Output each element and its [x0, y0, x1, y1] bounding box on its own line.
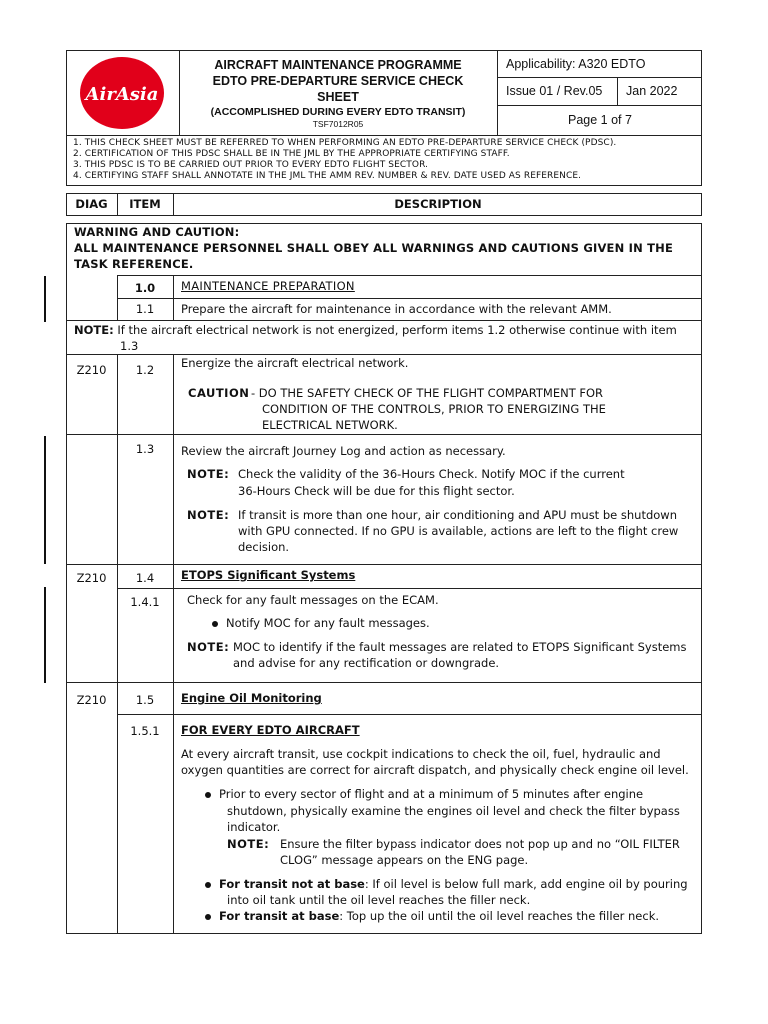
- engine-oil-heading: Engine Oil Monitoring: [181, 691, 322, 705]
- note-line: CLOG” message appears on the ENG page.: [280, 853, 529, 867]
- applicability: Applicability: A320 EDTO: [506, 57, 646, 71]
- revision-bar: [44, 436, 46, 564]
- header-vline-date: [617, 77, 618, 105]
- item-1-5: 1.5: [135, 693, 155, 707]
- note-line: Check the validity of the 36-Hours Check. Notify MOC if the current: [238, 467, 625, 481]
- column-item: ITEM: [129, 197, 161, 211]
- header-hline-2: [497, 105, 702, 106]
- item-1-2: 1.2: [135, 363, 155, 377]
- note-line: 36-Hours Check will be due for this flight sector.: [238, 484, 515, 498]
- maintenance-preparation-heading: MAINTENANCE PREPARATION: [181, 279, 355, 293]
- bullet-text: : If oil level is below full mark, add engine oil by pouring: [364, 877, 688, 891]
- bullet-item: [205, 786, 643, 802]
- caution-label: CAUTION: [188, 386, 250, 400]
- instruction-3: 3. THIS PDSC IS TO BE CARRIED OUT PRIOR TO EVERY EDTO FLIGHT SECTOR.: [73, 160, 429, 170]
- bullet-text: Prior to every sector of flight and at a minimum of 5 minutes after engine: [219, 787, 644, 801]
- row-line: [66, 682, 702, 683]
- warning-block: [74, 224, 698, 272]
- bullet-text: Notify MOC for any fault messages.: [226, 616, 430, 630]
- bullet-icon: [205, 882, 211, 888]
- airasia-logo: [76, 55, 168, 131]
- bullet-icon: [212, 621, 218, 627]
- item-1-5-1: 1.5.1: [130, 724, 160, 738]
- title-line-2: EDTO PRE-DEPARTURE SERVICE CHECK: [212, 74, 464, 88]
- item-1-4-1: 1.4.1: [130, 595, 160, 609]
- form-code: TSF7012R05: [312, 119, 364, 129]
- instruction-2: 2. CERTIFICATION OF THIS PDSC SHALL BE IN THE JML BY THE APPROPRIATE CERTIFYING STAFF.: [73, 149, 510, 159]
- page-number: Page 1 of 7: [568, 113, 632, 127]
- bullet-text-cont: indicator.: [227, 820, 281, 834]
- bullet-item: [205, 876, 688, 892]
- header-title: [182, 57, 494, 129]
- diag-1-5: Z210: [76, 693, 107, 707]
- note-line: Ensure the filter bypass indicator does not pop up and no “OIL FILTER: [280, 837, 680, 851]
- every-edto-heading: FOR EVERY EDTO AIRCRAFT: [181, 723, 360, 737]
- bullet-icon: [205, 792, 211, 798]
- caution-line-1: - DO THE SAFETY CHECK OF THE FLIGHT COMPARTMENT FOR: [251, 386, 604, 400]
- item-1-3: 1.3: [135, 442, 155, 456]
- col-line: [173, 354, 174, 934]
- revision-bar: [44, 276, 46, 322]
- note-line: and advise for any rectification or downgrade.: [233, 656, 500, 670]
- caution-line-2: CONDITION OF THE CONTROLS, PRIOR TO ENERGIZING THE: [262, 402, 606, 416]
- issue-date: Jan 2022: [626, 84, 678, 98]
- warning-line-2: ALL MAINTENANCE PERSONNEL SHALL OBEY ALL WARNINGS AND CAUTIONS GIVEN IN THE: [74, 241, 674, 255]
- note-line: MOC to identify if the fault messages are related to ETOPS Significant Systems: [233, 640, 687, 654]
- etops-systems-heading: ETOPS Significant Systems: [181, 568, 356, 582]
- row-line: [66, 564, 702, 565]
- bullet-bold: For transit at base: [219, 909, 340, 923]
- note-text-cont: 1.3: [120, 339, 139, 353]
- header-hline-1: [497, 77, 702, 78]
- item-1-1-description: Prepare the aircraft for maintenance in accordance with the relevant AMM.: [181, 302, 612, 316]
- item-1-0: 1.0: [134, 281, 156, 295]
- note-line: with GPU connected. If no GPU is available, actions are left to the flight crew: [238, 524, 679, 538]
- instruction-1: 1. THIS CHECK SHEET MUST BE REFERRED TO WHEN PERFORMING AN EDTO PRE-DEPARTURE SERVICE CHECK (PDSC).: [73, 138, 617, 148]
- note-line: If transit is more than one hour, air conditioning and APU must be shutdown: [238, 508, 677, 522]
- bullet-bold: For transit not at base: [219, 877, 365, 891]
- row-line: [66, 320, 702, 321]
- issue-rev: Issue 01 / Rev.05: [506, 84, 603, 98]
- item-1-4-1-description: Check for any fault messages on the ECAM.: [187, 593, 439, 607]
- bullet-text-cont: into oil tank until the oil level reaches the filler neck.: [227, 893, 531, 907]
- row-line: [117, 714, 702, 715]
- revision-bar: [44, 587, 46, 683]
- diag-1-4: Z210: [76, 571, 107, 585]
- note-label: NOTE:: [227, 837, 270, 851]
- paragraph-line: At every aircraft transit, use cockpit indications to check the oil, fuel, hydraulic and: [181, 747, 661, 761]
- paragraph-line: oxygen quantities are correct for aircraft dispatch, and physically check engine oil level.: [181, 763, 689, 777]
- note-label: NOTE:: [187, 508, 230, 522]
- item-1-4: 1.4: [135, 571, 155, 585]
- item-1-3-description: Review the aircraft Journey Log and action as necessary.: [181, 444, 506, 458]
- row-line: [117, 588, 702, 589]
- bullet-text: : Top up the oil until the oil level reaches the filler neck.: [339, 909, 660, 923]
- note-line: decision.: [238, 540, 290, 554]
- bullet-icon: [205, 914, 211, 920]
- item-1-1: 1.1: [135, 302, 155, 316]
- caution-line-3: ELECTRICAL NETWORK.: [262, 418, 398, 432]
- column-description: DESCRIPTION: [394, 197, 482, 211]
- row-line: [117, 275, 702, 276]
- note-text: If the aircraft electrical network is not energized, perform items 1.2 otherwise continue with item: [117, 323, 677, 337]
- col-line: [173, 275, 174, 320]
- header-divider-1: [179, 50, 180, 136]
- title-subtitle: (ACCOMPLISHED DURING EVERY EDTO TRANSIT): [210, 106, 466, 118]
- diag-1-2: Z210: [76, 363, 107, 377]
- row-line: [66, 434, 702, 435]
- column-diag: DIAG: [75, 197, 108, 211]
- bullet-item: [212, 615, 430, 631]
- bullet-item: [205, 908, 659, 924]
- note-label: NOTE:: [74, 323, 114, 337]
- instructions-box: [66, 135, 702, 186]
- title-line-3: SHEET: [317, 90, 359, 104]
- item-1-2-description: Energize the aircraft electrical network.: [181, 356, 409, 370]
- logo-text: AirAsia: [85, 84, 159, 105]
- instruction-4: 4. CERTIFYING STAFF SHALL ANNOTATE IN THE JML THE AMM REV. NUMBER & REV. DATE USED AS REFERENCE.: [73, 171, 582, 181]
- row-line: [117, 298, 702, 299]
- note-electrical: [74, 322, 698, 338]
- note-label: NOTE:: [187, 640, 230, 654]
- title-line-1: AIRCRAFT MAINTENANCE PROGRAMME: [214, 58, 462, 72]
- note-label: NOTE:: [187, 467, 230, 481]
- bullet-text-cont: shutdown, physically examine the engines oil level and check the filter bypass: [227, 804, 680, 818]
- warning-title: WARNING AND CAUTION:: [74, 225, 240, 239]
- warning-line-3: TASK REFERENCE.: [74, 257, 194, 271]
